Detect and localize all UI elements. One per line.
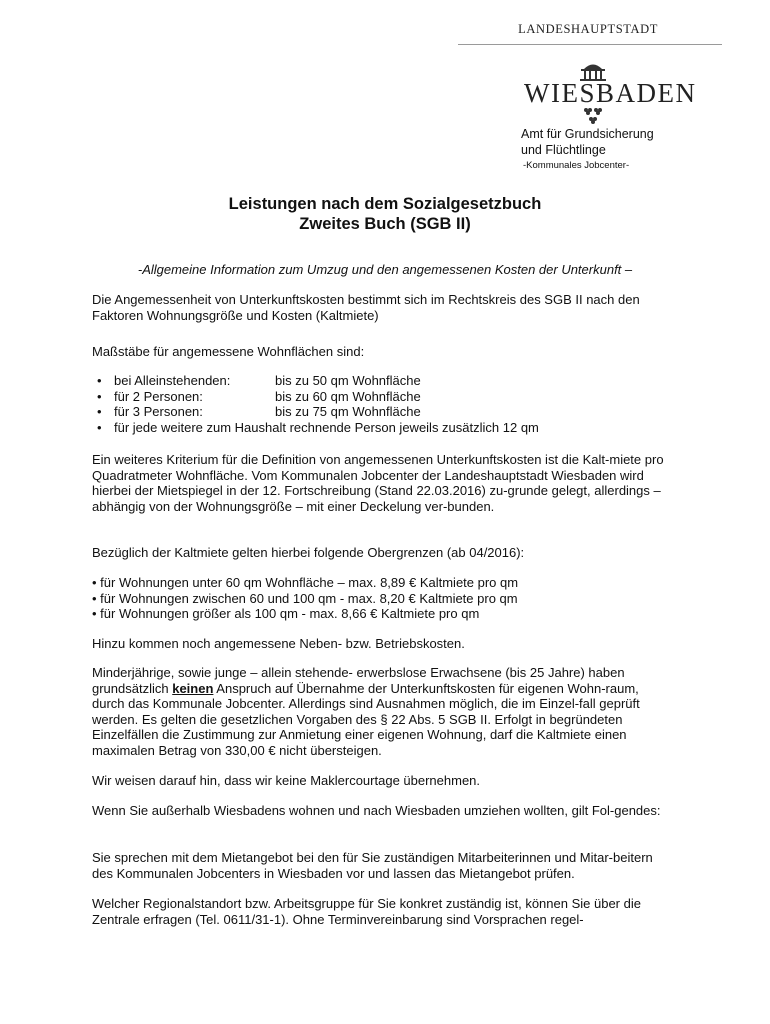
city-logo-text: WIESBADEN bbox=[524, 78, 697, 108]
area-list bbox=[92, 373, 672, 435]
office-line-2: und Flüchtlinge bbox=[521, 142, 606, 157]
paragraph-2 bbox=[92, 344, 672, 360]
paragraph-2-text: Maßstäbe für angemessene Wohnflächen sind: bbox=[92, 344, 365, 359]
paragraph-7 bbox=[92, 773, 672, 789]
area-label: bei Alleinstehenden: bbox=[114, 373, 231, 388]
paragraph-6-before: Minderjährige, sowie junge – allein stehende- erwerbslose Erwachsene (bis 25 Jahre) haben grundsätzlich bbox=[92, 665, 625, 696]
letterhead-title: LANDESHAUPTSTADT bbox=[518, 22, 658, 36]
area-label: für 2 Personen: bbox=[114, 388, 203, 404]
paragraph-6-emphasis: keinen bbox=[172, 680, 214, 696]
heading-line-2: Zweites Buch (SGB II) bbox=[299, 215, 471, 233]
paragraph-3-text: Ein weiteres Kriterium für die Definition von angemessenen Unterkunftskosten ist die Kalt-miete pro Quadratmeter Wohnfläche. Vom Kommunalen Jobcenter der Landeshauptstadt Wiesbaden wird hierbei der Mietspiegel in der 12. Fortschreibung (Stand 22.03.2016) zu-grunde gelegt, allerdings – abhängig von der Wohnungsgröße – mit einer Deckelung ver-bunden. bbox=[92, 452, 664, 514]
heading-line-1: Leistungen nach dem Sozialgesetzbuch bbox=[228, 195, 542, 213]
paragraph-5 bbox=[92, 636, 672, 652]
limit-item: • für Wohnungen zwischen 60 und 100 qm - max. 8,20 € Kaltmiete pro qm bbox=[92, 590, 518, 606]
paragraph-8-text: Wenn Sie außerhalb Wiesbadens wohnen und nach Wiesbaden umziehen wollten, gilt Fol-gendes: bbox=[92, 803, 661, 818]
paragraph-3 bbox=[92, 452, 672, 514]
paragraph-4 bbox=[92, 545, 672, 561]
area-value: bis zu 60 qm Wohnfläche bbox=[275, 388, 421, 404]
paragraph-7-text: Wir weisen darauf hin, dass wir keine Maklercourtage übernehmen. bbox=[92, 773, 481, 788]
list-item bbox=[92, 389, 672, 405]
list-item bbox=[92, 420, 672, 436]
limit-item: • für Wohnungen größer als 100 qm - max. 8,66 € Kaltmiete pro qm bbox=[92, 606, 480, 621]
area-value: bis zu 75 qm Wohnfläche bbox=[275, 404, 421, 419]
office-line-3: -Kommunales Jobcenter- bbox=[523, 160, 630, 171]
paragraph-6 bbox=[92, 665, 672, 758]
office-line-1: Amt für Grundsicherung bbox=[521, 127, 654, 141]
paragraph-6-after: Anspruch auf Übernahme der Unterkunftskosten für eigenen Wohn-raum, durch das Kommunale Jobcenter. Allerdings sind Ausnahmen möglich, die im Einzel-fall geprüft werden. Es gelten die gesetzlichen Vorgaben des § 22 Abs. 5 SGB II. Erfolgt in begründeten Einzelfällen die Zustimmung zur Anmietung einer eigenen Wohnung, darf die Kaltmiete einen maximalen Betrag von 330,00 € nicht übersteigen. bbox=[92, 680, 640, 758]
paragraph-6-text bbox=[92, 665, 672, 758]
paragraph-9 bbox=[92, 850, 672, 881]
paragraph-9-text: Sie sprechen mit dem Mietangebot bei den für Sie zuständigen Mitarbeiterinnen und Mitar-beitern des Kommunalen Jobcenters in Wiesbaden vor und lassen das Mietangebot prüfen. bbox=[92, 850, 653, 881]
limits-list bbox=[92, 575, 672, 622]
limit-item: • für Wohnungen unter 60 qm Wohnfläche – max. 8,89 € Kaltmiete pro qm bbox=[92, 575, 519, 590]
paragraph-4-text: Bezüglich der Kaltmiete gelten hierbei folgende Obergrenzen (ab 04/2016): bbox=[92, 545, 525, 560]
list-item bbox=[92, 373, 672, 389]
paragraph-8 bbox=[92, 803, 672, 819]
paragraph-1 bbox=[92, 292, 672, 323]
intro-line: -Allgemeine Information zum Umzug und den angemessenen Kosten der Unterkunft – bbox=[137, 262, 633, 277]
area-label: für 3 Personen: bbox=[114, 404, 203, 419]
paragraph-10 bbox=[92, 896, 672, 927]
area-value: für jede weitere zum Haushalt rechnende Person jeweils zusätzlich 12 qm bbox=[114, 419, 539, 435]
letterhead-rule bbox=[458, 44, 722, 45]
document-heading bbox=[0, 194, 770, 234]
list-item bbox=[92, 404, 672, 420]
fleur-emblem-icon bbox=[582, 106, 604, 128]
paragraph-10-text: Welcher Regionalstandort bzw. Arbeitsgruppe für Sie konkret zuständig ist, können Sie über die Zentrale erfragen (Tel. 0611/31-1). Ohne Terminvereinbarung sind Vorsprachen regel- bbox=[92, 896, 641, 927]
office-block bbox=[521, 127, 654, 174]
area-value: bis zu 50 qm Wohnfläche bbox=[275, 373, 421, 388]
paragraph-5-text: Hinzu kommen noch angemessene Neben- bzw. Betriebskosten. bbox=[92, 636, 465, 651]
paragraph-1-text: Die Angemessenheit von Unterkunftskosten bestimmt sich im Rechtskreis des SGB II nach den Faktoren Wohnungsgröße und Kosten (Kaltmiete) bbox=[92, 292, 640, 323]
